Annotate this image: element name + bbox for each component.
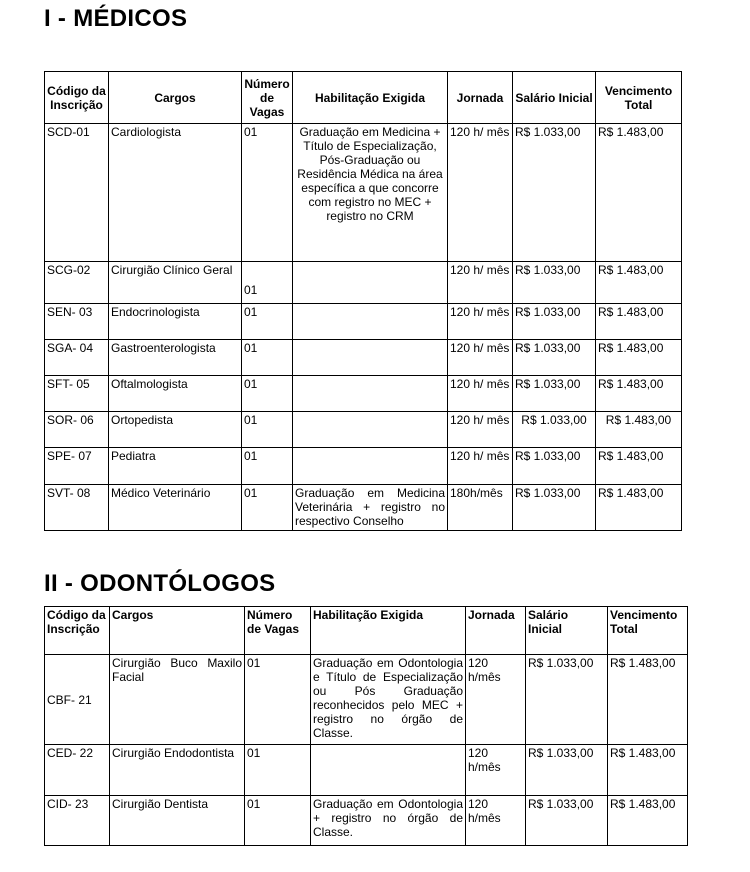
cell-salario: R$ 1.033,00 — [526, 796, 608, 846]
cell-cargo: Endocrinologista — [109, 304, 242, 340]
header-cargos: Cargos — [110, 607, 245, 655]
cell-vagas: 01 — [245, 745, 311, 796]
cell-habilitacao — [311, 745, 466, 796]
header-jornada: Jornada — [448, 72, 513, 124]
table-odontologos — [44, 606, 688, 846]
header-vagas: Número de Vagas — [242, 72, 293, 124]
cell-jornada: 120 h/mês — [466, 745, 526, 796]
cell-jornada: 180h/mês — [448, 485, 513, 531]
cell-jornada: 120 h/ mês — [448, 262, 513, 304]
cell-salario: R$ 1.033,00 — [513, 124, 596, 262]
cell-vencimento: R$ 1.483,00 — [596, 448, 682, 485]
cell-jornada: 120 h/mês — [466, 655, 526, 745]
header-salario: Salário Inicial — [513, 72, 596, 124]
table-row — [45, 304, 682, 340]
header-salario: Salário Inicial — [526, 607, 608, 655]
cell-vencimento: R$ 1.483,00 — [596, 376, 682, 412]
cell-salario: R$ 1.033,00 — [526, 655, 608, 745]
table-header-row — [45, 72, 682, 124]
cell-salario: R$ 1.033,00 — [513, 412, 596, 448]
cell-jornada: 120 h/ mês — [448, 412, 513, 448]
table-row — [45, 796, 688, 846]
cell-vencimento: R$ 1.483,00 — [608, 796, 688, 846]
cell-vencimento: R$ 1.483,00 — [596, 485, 682, 531]
table-row — [45, 655, 688, 745]
cell-cargo: Cirurgião Dentista — [110, 796, 245, 846]
header-vencimento: Vencimento Total — [596, 72, 682, 124]
cell-codigo: SEN- 03 — [45, 304, 109, 340]
cell-salario: R$ 1.033,00 — [513, 304, 596, 340]
cell-vagas: 01 — [242, 485, 293, 531]
cell-vencimento: R$ 1.483,00 — [596, 124, 682, 262]
cell-cargo: Ortopedista — [109, 412, 242, 448]
cell-vagas: 01 — [242, 412, 293, 448]
table-row — [45, 745, 688, 796]
table-row — [45, 412, 682, 448]
cell-habilitacao: Graduação em Medicina + Título de Especialização, Pós-Graduação ou Residência Médica na área específica a que concorre com registro no MEC + registro no CRM — [293, 124, 448, 262]
cell-habilitacao: Graduação em Odontologia e Título de Especialização ou Pós Graduação reconhecidos pelo MEC + registro no órgão de Classe. — [311, 655, 466, 745]
header-habilitacao: Habilitação Exigida — [311, 607, 466, 655]
cell-codigo: SOR- 06 — [45, 412, 109, 448]
cell-habilitacao: Graduação em Odontologia + registro no órgão de Classe. — [311, 796, 466, 846]
cell-jornada: 120 h/ mês — [448, 340, 513, 376]
table-row — [45, 340, 682, 376]
cell-vencimento: R$ 1.483,00 — [596, 304, 682, 340]
cell-codigo: SCD-01 — [45, 124, 109, 262]
cell-cargo: Pediatra — [109, 448, 242, 485]
cell-codigo: SFT- 05 — [45, 376, 109, 412]
cell-habilitacao — [293, 340, 448, 376]
cell-codigo: SPE- 07 — [45, 448, 109, 485]
header-codigo: Código da Inscrição — [45, 72, 109, 124]
cell-vencimento: R$ 1.483,00 — [608, 655, 688, 745]
table-row — [45, 448, 682, 485]
cell-codigo: CED- 22 — [45, 745, 110, 796]
table-row — [45, 485, 682, 531]
cell-vagas: 01 — [245, 796, 311, 846]
cell-salario: R$ 1.033,00 — [513, 340, 596, 376]
table-header-row — [45, 607, 688, 655]
cell-jornada: 120 h/ mês — [448, 376, 513, 412]
header-codigo: Código da Inscrição — [45, 607, 110, 655]
cell-cargo: Médico Veterinário — [109, 485, 242, 531]
table-row — [45, 124, 682, 262]
section-title-odontologos: II - ODONTÓLOGOS — [44, 570, 276, 597]
cell-cargo: Cardiologista — [109, 124, 242, 262]
table-row — [45, 262, 682, 304]
header-jornada: Jornada — [466, 607, 526, 655]
cell-codigo: SGA- 04 — [45, 340, 109, 376]
cell-jornada: 120 h/ mês — [448, 304, 513, 340]
cell-cargo: Cirurgião Endodontista — [110, 745, 245, 796]
cell-habilitacao — [293, 376, 448, 412]
cell-cargo: Cirurgião Clínico Geral — [109, 262, 242, 304]
cell-salario: R$ 1.033,00 — [526, 745, 608, 796]
cell-habilitacao — [293, 448, 448, 485]
header-vagas: Número de Vagas — [245, 607, 311, 655]
cell-jornada: 120 h/ mês — [448, 124, 513, 262]
cell-vencimento: R$ 1.483,00 — [596, 412, 682, 448]
cell-habilitacao — [293, 262, 448, 304]
cell-salario: R$ 1.033,00 — [513, 485, 596, 531]
cell-salario: R$ 1.033,00 — [513, 262, 596, 304]
cell-vencimento: R$ 1.483,00 — [608, 745, 688, 796]
header-vencimento: Vencimento Total — [608, 607, 688, 655]
cell-habilitacao — [293, 304, 448, 340]
section-title-medicos: I - MÉDICOS — [44, 5, 188, 32]
cell-jornada: 120 h/ mês — [448, 448, 513, 485]
cell-jornada: 120 h/mês — [466, 796, 526, 846]
cell-vagas: 01 — [242, 448, 293, 485]
cell-cargo: Oftalmologista — [109, 376, 242, 412]
cell-salario: R$ 1.033,00 — [513, 448, 596, 485]
cell-habilitacao: Graduação em Medicina Veterinária + registro no respectivo Conselho — [293, 485, 448, 531]
cell-vagas: 01 — [242, 124, 293, 262]
cell-codigo: SCG-02 — [45, 262, 109, 304]
cell-vencimento: R$ 1.483,00 — [596, 262, 682, 304]
cell-cargo: Gastroenterologista — [109, 340, 242, 376]
cell-codigo: SVT- 08 — [45, 485, 109, 531]
cell-vagas: 01 — [245, 655, 311, 745]
header-cargos: Cargos — [109, 72, 242, 124]
table-row — [45, 376, 682, 412]
header-habilitacao: Habilitação Exigida — [293, 72, 448, 124]
cell-vagas: 01 — [242, 340, 293, 376]
cell-vagas: 01 — [242, 304, 293, 340]
table-medicos — [44, 71, 682, 531]
cell-codigo: CID- 23 — [45, 796, 110, 846]
cell-vagas: 01 — [242, 262, 293, 304]
cell-vencimento: R$ 1.483,00 — [596, 340, 682, 376]
cell-vagas: 01 — [242, 376, 293, 412]
cell-salario: R$ 1.033,00 — [513, 376, 596, 412]
cell-habilitacao — [293, 412, 448, 448]
cell-cargo: Cirurgião Buco Maxilo Facial — [110, 655, 245, 745]
cell-codigo: CBF- 21 — [45, 655, 110, 745]
